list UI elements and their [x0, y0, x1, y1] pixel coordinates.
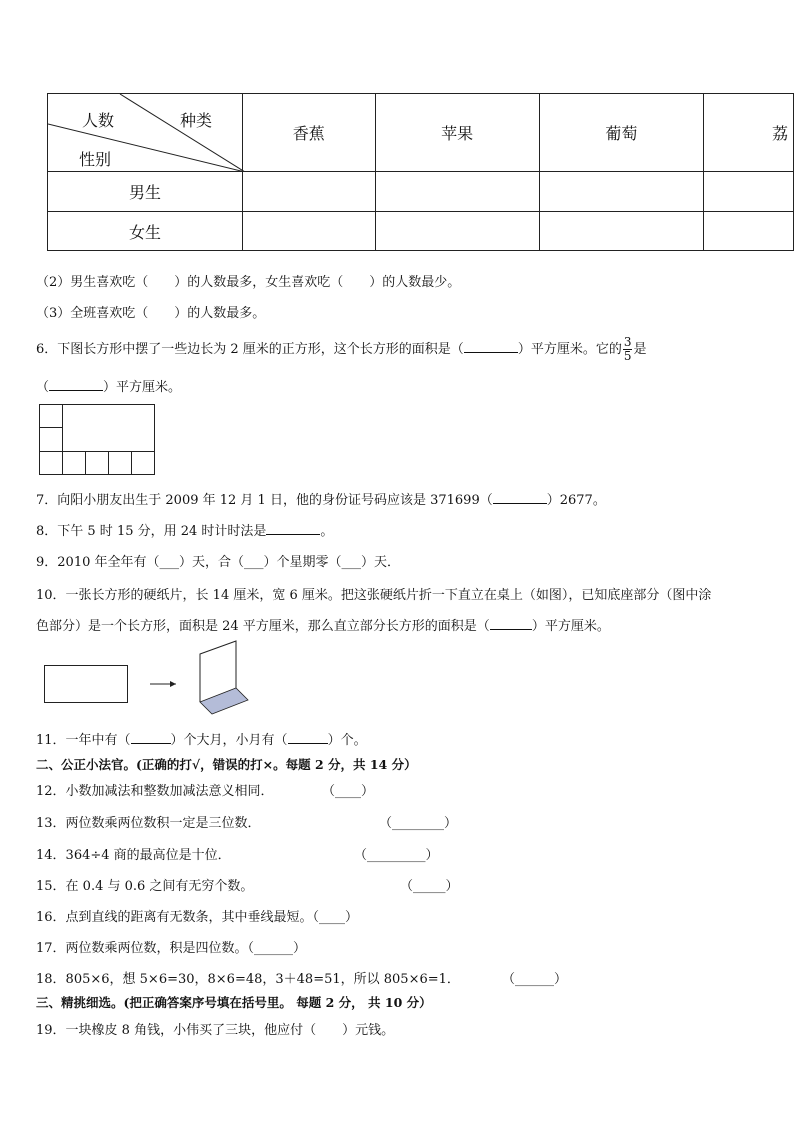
- question-7-text-a: 7．向阳小朋友出生于 2009 年 12 月 1 日，他的身份证号码应该是 371699（: [36, 493, 493, 508]
- question-14: 14．364÷4 商的最高位是十位．: [36, 848, 231, 863]
- question-8-text-a: 8．下午 5 时 15 分，用 24 时计时法是: [36, 524, 267, 539]
- section-3-heading: 三、精挑细选。(把正确答案序号填在括号里。 每题 2 分， 共 10 分）: [36, 995, 432, 1010]
- answer-blank: [464, 340, 518, 353]
- question-7: [36, 489, 606, 508]
- answer-bracket: （________）: [379, 816, 458, 831]
- base-shaded-rectangle: [200, 688, 248, 714]
- question-6-text-b: ）平方厘米。它的: [517, 342, 622, 357]
- question-18: 18．805×6，想 5×6=30，8×6=48，3＋48=51，所以 805×6=1．: [36, 972, 460, 987]
- question-10-text-a: 色部分）是一个长方形，面积是 24 平方厘米，那么直立部分长方形的面积是（: [36, 619, 490, 634]
- question-8: [36, 520, 333, 539]
- question-11-text-b: ）个大月，小月有（: [170, 733, 288, 748]
- question-11-text-a: 11．一年中有（: [36, 733, 131, 748]
- question-12: 12．小数加减法和整数加减法意义相同．: [36, 784, 274, 799]
- question-16: [36, 906, 358, 925]
- row-header: 女生: [48, 212, 243, 251]
- question-15: 15．在 0.4 与 0.6 之间有无穷个数。: [36, 879, 254, 894]
- table-cell: [375, 172, 539, 212]
- question-10-line-1: 10．一张长方形的硬纸片，长 14 厘米，宽 6 厘米。把这张硬纸片折一下直立在桌上（如图），已知底座部分（图中涂: [36, 588, 712, 603]
- question-7-text-b: ）2677。: [546, 493, 606, 508]
- fraction: [623, 336, 633, 363]
- question-6-line2-b: ）平方厘米。: [103, 380, 182, 395]
- column-header: 荔: [704, 94, 794, 172]
- answer-blank: [49, 378, 103, 391]
- question-19: 19．一块橡皮 8 角钱，小伟买了三块，他应付（ ）元钱。: [36, 1023, 395, 1038]
- answer-bracket: （____）: [322, 784, 375, 799]
- question-10-line-2: [36, 615, 610, 634]
- question-17: [36, 937, 306, 956]
- question-6-text-c: 是: [633, 342, 647, 357]
- answer-blank: [288, 731, 328, 744]
- table-cell: [375, 212, 539, 251]
- table-corner-cell: [48, 94, 243, 172]
- question-9: 9．2010 年全年有（___）天，合（___）个星期零（___）天．: [36, 555, 400, 570]
- column-header: 葡萄: [539, 94, 703, 172]
- answer-bracket: （______）: [247, 941, 307, 956]
- question-6-text-a: 6．下图长方形中摆了一些边长为 2 厘米的正方形，这个长方形的面积是（: [36, 342, 464, 357]
- folded-card-figure: [40, 640, 260, 720]
- corner-label-count: 人数: [82, 111, 115, 130]
- table-cell: [539, 212, 703, 251]
- answer-bracket: （______）: [502, 972, 568, 987]
- row-header: 男生: [48, 172, 243, 212]
- question-10-text-b: ）平方厘米。: [531, 619, 610, 634]
- answer-blank: [266, 522, 320, 535]
- question-11-text-c: ）个。: [327, 733, 367, 748]
- table-cell: [539, 172, 703, 212]
- flat-card-rectangle: [45, 666, 128, 703]
- answer-bracket: （____）: [312, 910, 359, 925]
- question-16-text: 16．点到直线的距离有无数条，其中垂线最短。: [36, 910, 313, 925]
- arrow-head-icon: [170, 681, 176, 687]
- question-11: [36, 729, 367, 748]
- fraction-numerator: 3: [623, 335, 632, 349]
- corner-label-kind: 种类: [180, 111, 213, 130]
- table-cell: [242, 212, 375, 251]
- answer-bracket: （_________）: [354, 848, 439, 863]
- rectangle-squares-figure: [38, 403, 158, 477]
- question-5-2: （2）男生喜欢吃（ ）的人数最多，女生喜欢吃（ ）的人数最少。: [36, 275, 461, 290]
- corner-label-gender: 性别: [79, 150, 112, 169]
- column-header: 苹果: [375, 94, 539, 172]
- column-header: 香蕉: [242, 94, 375, 172]
- answer-blank: [131, 731, 171, 744]
- answer-blank: [490, 617, 532, 630]
- table-cell: [704, 212, 794, 251]
- answer-blank: [493, 491, 547, 504]
- question-6-line-2: [36, 376, 181, 395]
- survey-table: [47, 93, 794, 251]
- table-cell: [704, 172, 794, 212]
- corner-diagonal-lines: [48, 94, 245, 172]
- question-6-line2-a: （: [36, 380, 50, 395]
- answer-bracket: （_____）: [400, 879, 459, 894]
- section-2-heading: 二、公正小法官。(正确的打√，错误的打×。每题 2 分，共 14 分）: [36, 757, 417, 772]
- question-5-3: （3）全班喜欢吃（ ）的人数最多。: [36, 306, 266, 321]
- table-cell: [242, 172, 375, 212]
- question-13: 13．两位数乘两位数积一定是三位数．: [36, 816, 261, 831]
- question-6: [36, 336, 646, 363]
- question-8-text-b: 。: [320, 524, 334, 539]
- fraction-denominator: 5: [623, 349, 632, 363]
- question-17-text: 17．两位数乘两位数，积是四位数。: [36, 941, 248, 956]
